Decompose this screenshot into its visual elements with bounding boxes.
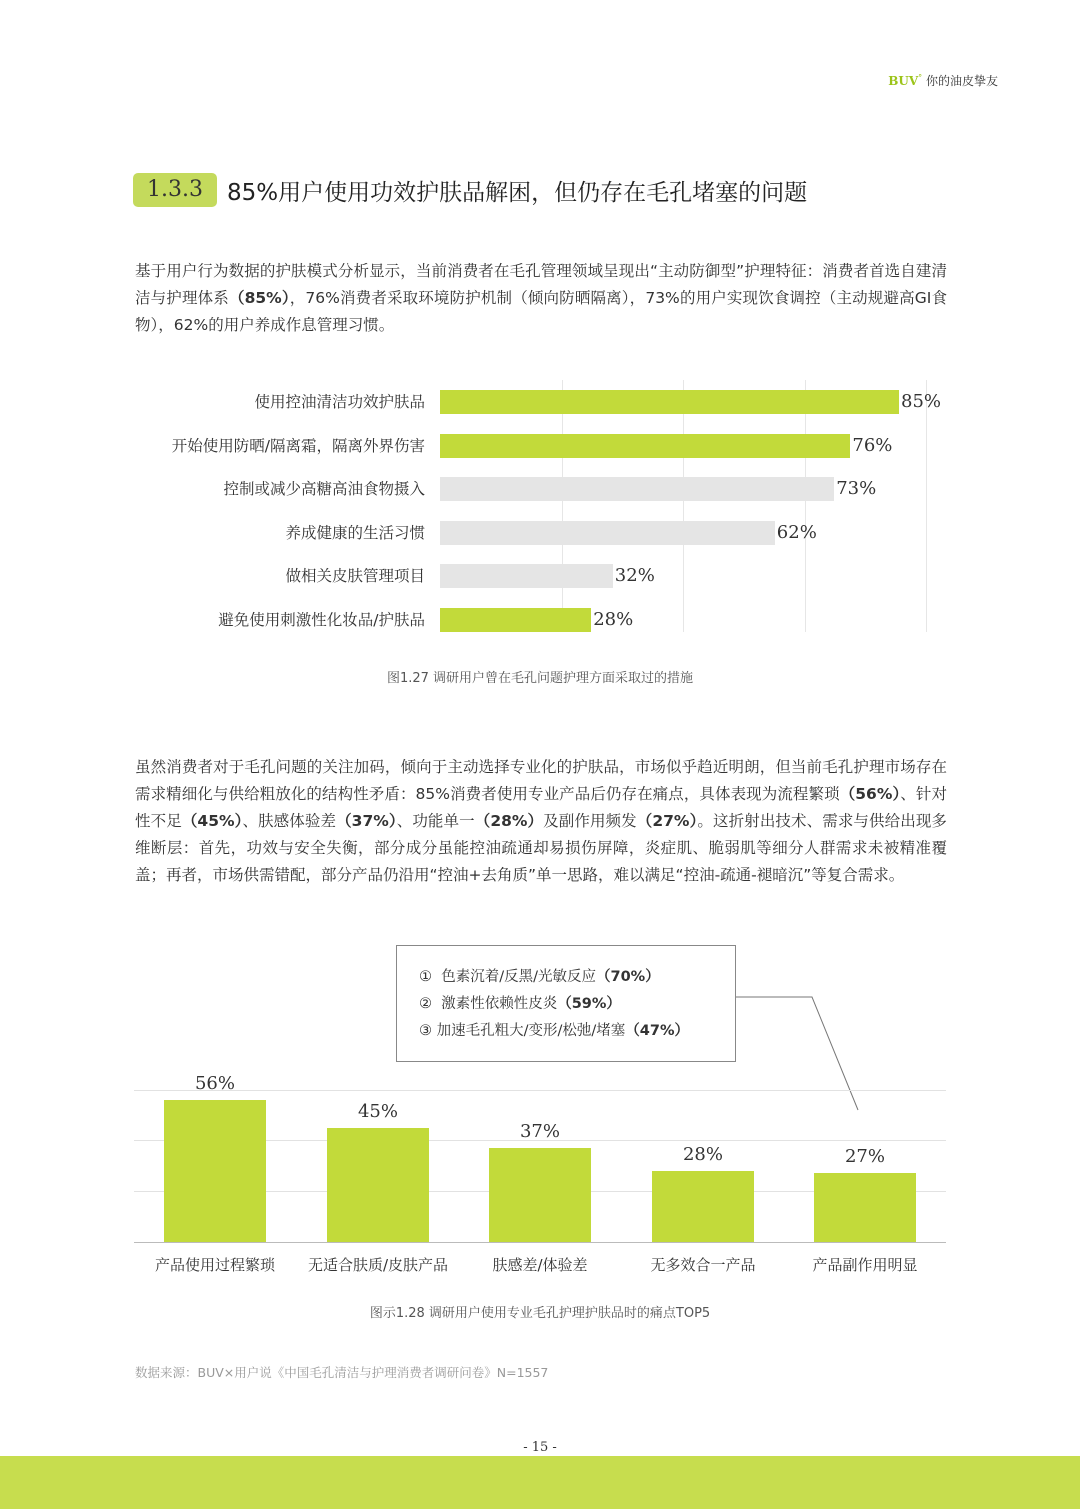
hchart-value-label: 28%	[593, 609, 634, 630]
hchart-value-label: 85%	[901, 391, 942, 412]
hchart-category-label: 避免使用刺激性化妆品/护肤品	[218, 611, 425, 629]
vchart-category-label: 无适合肤质/皮肤产品	[307, 1256, 449, 1274]
vchart-bar	[814, 1173, 916, 1242]
hchart-value-label: 73%	[836, 478, 877, 500]
section-title: 85%用户使用功效护肤品解困，但仍存在毛孔堵塞的问题	[226, 179, 808, 206]
brand-slogan: 你的油皮挚友	[925, 74, 998, 88]
page-number: - 15 -	[523, 1440, 557, 1455]
footer-band	[0, 1456, 1080, 1509]
para2-text-6: 。这折射出技术、需求与供给出现多维断层：首先，功效与安全失衡，部分成分虽能控油疏通却易损伤屏障，炎症肌、脆弱肌等细分人群需求未被精准覆盖；再者，市场供需错配，部分产品仍沿用“控油+去角质”单一思路，难以满足“控油-疏通-褪暗沉”等复合需求。	[135, 812, 947, 884]
legend-item-3: ③ 加速毛孔粗大/变形/松弛/堵塞（47%）	[419, 1023, 689, 1039]
para2-text-3: 、肤感体验差	[242, 812, 337, 830]
para1-text-2: ，76%消费者采取环境防护机制（倾向防晒隔离），73%的用户实现饮食调控（主动规避高GI食物），62%的用户养成作息管理习惯。	[135, 289, 947, 334]
data-source: 数据来源：BUV×用户说《中国毛孔清洁与护理消费者调研问卷》N=1557	[135, 1365, 549, 1380]
vchart-bar	[489, 1148, 591, 1242]
chart1-caption: 图1.27 调研用户曾在毛孔问题护理方面采取过的措施	[386, 671, 694, 686]
vertical-bar-chart	[0, 1060, 1080, 1280]
hchart-category-label: 做相关皮肤管理项目	[285, 567, 425, 586]
vchart-category-label: 产品副作用明显	[812, 1256, 918, 1274]
vchart-category-label: 产品使用过程繁琐	[154, 1256, 275, 1274]
hchart-category-label: 使用控油清洁功效护肤品	[254, 393, 425, 411]
hchart-value-label: 62%	[776, 521, 817, 543]
vchart-bar	[164, 1100, 266, 1242]
brand-sup: °	[918, 73, 923, 82]
vchart-bar	[652, 1171, 754, 1242]
para2-bold-5: （27%）	[636, 812, 698, 830]
vchart-value-label: 27%	[844, 1146, 885, 1168]
vchart-category-label: 肤感差/体验差	[492, 1256, 588, 1274]
hchart-value-label: 32%	[614, 565, 655, 587]
vchart-category-label: 无多效合一产品	[650, 1256, 756, 1274]
side-effect-legend	[396, 945, 736, 1062]
vchart-value-label: 56%	[194, 1072, 235, 1094]
para2-bold-4: （28%）	[474, 812, 544, 830]
para1-bold-1: （85%）	[228, 289, 290, 307]
para2-text-1: 虽然消费者对于毛孔问题的关注加码，倾向于主动选择专业化的护肤品，市场似乎趋近明朗，但当前毛孔护理市场存在需求精细化与供给粗放化的结构性矛盾：85%消费者使用专业产品后仍存在痛点，具体表现为流程繁琐	[135, 758, 947, 803]
para2-bold-3: （37%）	[336, 812, 397, 830]
hchart-value-label: 76%	[852, 434, 893, 456]
legend-item-1: ① 色素沉着/反黑/光敏反应（70%）	[419, 969, 660, 985]
vchart-value-label: 28%	[682, 1143, 723, 1165]
section-number: 1.3.3	[133, 173, 217, 207]
hchart-category-label: 开始使用防晒/隔离霜，隔离外界伤害	[171, 436, 425, 455]
vchart-value-label: 45%	[357, 1100, 398, 1122]
para1-text-1: 基于用户行为数据的护肤模式分析显示，当前消费者在毛孔管理领域呈现出“主动防御型”护理特征：消费者首选自建清洁与护理体系	[135, 262, 947, 307]
legend-item-2: ② 激素性依赖性皮炎（59%）	[419, 996, 621, 1012]
vchart-axis	[134, 1242, 946, 1243]
vchart-bar	[327, 1128, 429, 1242]
para2-bold-1: （56%）	[839, 785, 901, 803]
para2-text-5: 及副作用频发	[543, 812, 637, 830]
para2-text-2: 、针对性不足	[135, 785, 947, 830]
hchart-category-label: 养成健康的生活习惯	[285, 523, 425, 542]
para2-text-4: 、功能单一	[396, 812, 475, 830]
brand-name: BUV	[888, 74, 919, 88]
vchart-value-label: 37%	[519, 1121, 560, 1143]
para2-bold-2: （45%）	[181, 812, 243, 830]
chart2-caption: 图示1.28 调研用户使用专业毛孔护理护肤品时的痛点TOP5	[369, 1306, 711, 1321]
hchart-category-label: 控制或减少高糖高油食物摄入	[223, 480, 425, 499]
